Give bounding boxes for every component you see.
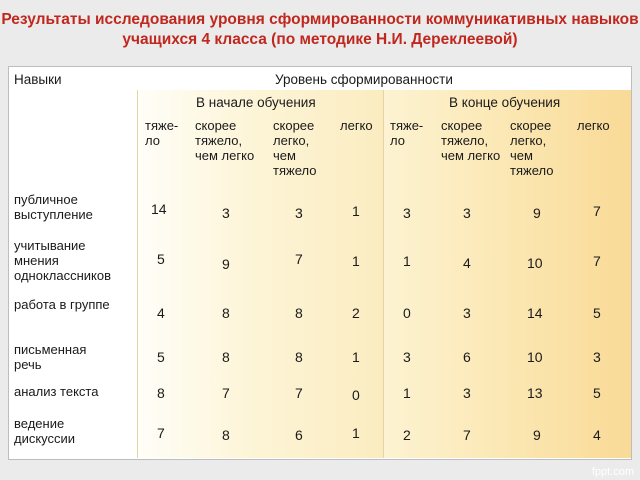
group-header-end: В конце обучения — [449, 95, 561, 110]
table-cell: 2 — [403, 427, 411, 443]
table-cell: 1 — [352, 203, 360, 219]
table-cell: 2 — [352, 305, 360, 321]
table-cell: 7 — [222, 385, 230, 401]
skills-column-header: Навыки — [14, 72, 62, 87]
table-cell: 3 — [593, 349, 601, 365]
level-header: Уровень сформированности — [275, 72, 453, 87]
table-cell: 8 — [222, 427, 230, 443]
watermark: fppt.com — [591, 466, 634, 478]
table-cell: 10 — [527, 255, 543, 271]
table-cell: 7 — [295, 251, 303, 267]
table-cell: 7 — [295, 385, 303, 401]
table-cell: 8 — [295, 305, 303, 321]
row-label-public-speaking: публичное выступление — [14, 192, 93, 222]
group-header-start: В начале обучения — [196, 95, 316, 110]
table-cell: 3 — [403, 205, 411, 221]
table-cell: 6 — [463, 349, 471, 365]
table-cell: 3 — [403, 349, 411, 365]
table-cell: 7 — [157, 425, 165, 441]
table-cell: 4 — [593, 427, 601, 443]
table-cell: 8 — [222, 305, 230, 321]
table-cell: 4 — [463, 255, 471, 271]
table-cell: 0 — [352, 387, 360, 403]
page-title: Результаты исследования уровня сформированности коммуникативных навыков учащихся 4 класса (по методике Н.И. Дереклеевой) — [1, 11, 639, 48]
table-cell: 1 — [352, 425, 360, 441]
table-cell: 3 — [463, 305, 471, 321]
subheader-end-easy: легко — [577, 118, 610, 133]
table-cell: 7 — [463, 427, 471, 443]
table-cell: 5 — [593, 305, 601, 321]
table-cell: 13 — [527, 385, 543, 401]
table-cell: 1 — [352, 349, 360, 365]
table-cell: 1 — [403, 253, 411, 269]
table-cell: 8 — [295, 349, 303, 365]
table-cell: 14 — [151, 201, 167, 217]
table-cell: 7 — [593, 253, 601, 269]
table-cell: 3 — [295, 205, 303, 221]
table-cell: 5 — [157, 349, 165, 365]
table-cell: 8 — [222, 349, 230, 365]
row-label-discussion: ведение дискуссии — [14, 416, 76, 446]
table-cell: 3 — [463, 385, 471, 401]
table-cell: 9 — [222, 256, 230, 272]
table-cell: 3 — [222, 205, 230, 221]
subheader-end-rather-easy: скорее легко, чем тяжело — [510, 118, 554, 178]
table-cell: 5 — [157, 251, 165, 267]
table-cell: 10 — [527, 349, 543, 365]
subheader-start-easy: легко — [340, 118, 373, 133]
table-cell: 8 — [157, 385, 165, 401]
row-label-written-speech: письменная речь — [14, 342, 87, 372]
table-cell: 5 — [593, 385, 601, 401]
table-cell: 4 — [157, 305, 165, 321]
table-cell: 9 — [533, 205, 541, 221]
table-cell: 9 — [533, 427, 541, 443]
table-cell: 1 — [352, 253, 360, 269]
row-label-text-analysis: анализ текста — [14, 384, 99, 399]
table-cell: 0 — [403, 305, 411, 321]
subheader-start-rather-easy: скорее легко, чем тяжело — [273, 118, 317, 178]
row-label-classmates-opinion: учитывание мнения одноклассников — [14, 238, 111, 283]
subheader-end-hard: тяже- ло — [390, 118, 424, 148]
table-cell: 14 — [527, 305, 543, 321]
table-cell: 7 — [593, 203, 601, 219]
subheader-end-rather-hard: скорее тяжело, чем легко — [441, 118, 501, 163]
row-label-group-work: работа в группе — [14, 297, 110, 312]
table-cell: 3 — [463, 205, 471, 221]
subheader-start-hard: тяже- ло — [145, 118, 179, 148]
subheader-start-rather-hard: скорее тяжело, чем легко — [195, 118, 255, 163]
table-cell: 1 — [403, 385, 411, 401]
table-cell: 6 — [295, 427, 303, 443]
